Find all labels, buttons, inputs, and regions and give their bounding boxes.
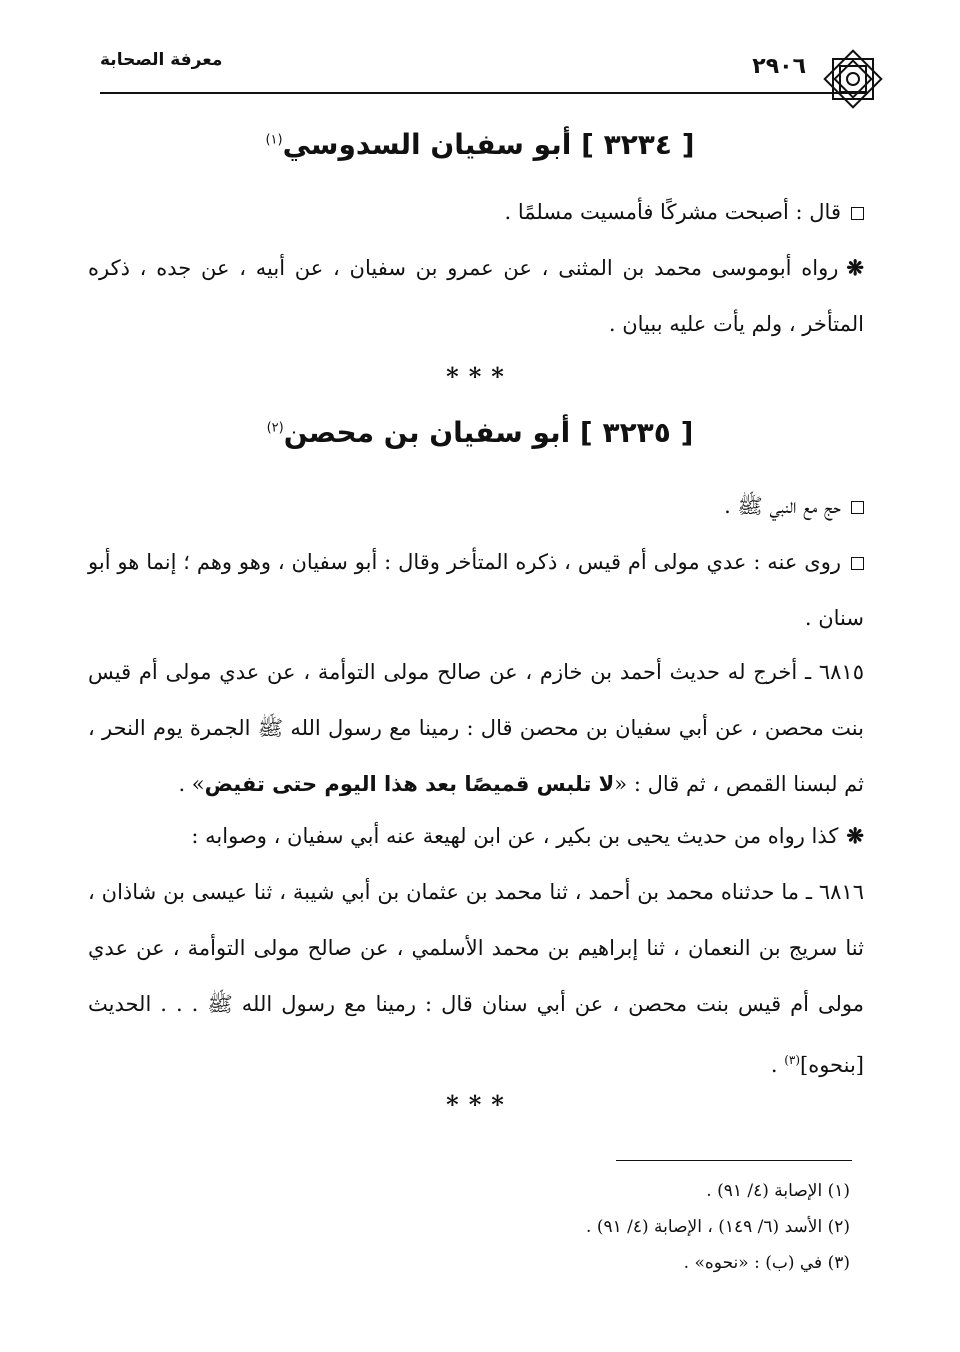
entry-title-3235 <box>100 416 860 449</box>
note-text: كذا رواه من حديث يحيى بن بكير ، عن ابن لهيعة عنه أبي سفيان ، وصوابه : <box>191 824 839 848</box>
hadith-text: ٦٨١٥ ـ أخرج له حديث أحمد بن خازم ، عن صالح مولى التوأمة ، عن عدي مولى أم قيس بنت محصن ، عن أبي سفيان بن محصن قال : رمينا مع رسول الله ﷺ الجمرة يوم النحر ، ثم لبسنا القمص ، ثم قال : « <box>88 660 864 796</box>
footnote-3: (٣) في (ب) : «نحوه» . <box>683 1253 850 1273</box>
asterisk-bullet-icon: ❋ <box>846 823 864 848</box>
square-bullet-icon <box>851 207 864 220</box>
entry-line <box>88 534 864 646</box>
entry-line-text: روى عنه : عدي مولى أم قيس ، ذكره المتأخر وقال : أبو سفيان ، وهو وهم ؛ إنما هو أبو سنان . <box>88 550 864 630</box>
footnote-ref: (٢) <box>266 420 284 436</box>
hadith-6815 <box>88 644 864 812</box>
footnote-ref: (٣) <box>784 1053 801 1067</box>
entry-line-text: حج مع النبي ﷺ . <box>724 494 841 518</box>
asterisk-bullet-icon: ❋ <box>846 255 864 280</box>
hadith-6816 <box>88 864 864 1093</box>
section-separator: *** <box>446 362 514 391</box>
footnote-1: (١) الإصابة (٤/ ٩١) . <box>706 1181 850 1201</box>
hadith-end: . <box>770 1053 785 1077</box>
hadith-end: » . <box>178 772 205 796</box>
narration-text: رواه أبوموسى محمد بن المثنى ، عن عمرو بن سفيان ، عن أبيه ، عن جده ، ذكره المتأخر ، ولم يأت عليه ببيان . <box>88 256 864 336</box>
running-title: معرفة الصحابة <box>100 50 223 70</box>
page-header <box>100 40 868 94</box>
hadith-text: ٦٨١٦ ـ ما حدثناه محمد بن أحمد ، ثنا محمد بن عثمان بن أبي شيبة ، ثنا عيسى بن شاذان ، ثنا سريج بن النعمان ، ثنا إبراهيم بن محمد الأسلمي ، عن صالح مولى التوأمة ، عن عدي مولى أم قيس بنت محصن ، عن أبي سنان قال : رمينا مع رسول الله ﷺ . . . الحديث [بنحوه] <box>88 880 864 1077</box>
entry-title-text: [ ٣٢٣٥ ] أبو سفيان بن محصن <box>283 416 694 449</box>
entry-line-text: قال : أصبحت مشركًا فأمسيت مسلمًا . <box>504 200 841 224</box>
square-bullet-icon <box>851 501 864 514</box>
entry-line <box>88 184 864 240</box>
entry-line <box>88 478 864 534</box>
square-bullet-icon <box>851 557 864 570</box>
entry-title-text: [ ٣٢٣٤ ] أبو سفيان السدوسي <box>282 128 695 161</box>
footnote-2: (٢) الأسد (٦/ ١٤٩) ، الإصابة (٤/ ٩١) . <box>586 1217 850 1237</box>
octagram-ornament-icon <box>820 46 886 112</box>
entry-title-3234 <box>100 128 860 161</box>
narration-note <box>88 808 864 864</box>
footnote-ref: (١) <box>265 132 283 148</box>
page-number: ٢٩٠٦ <box>752 54 806 79</box>
footnote-divider <box>616 1160 852 1161</box>
section-separator: *** <box>446 1090 514 1119</box>
narration-paragraph <box>88 240 864 352</box>
hadith-quote: لا تلبس قميصًا بعد هذا اليوم حتى تفيض <box>204 772 615 796</box>
